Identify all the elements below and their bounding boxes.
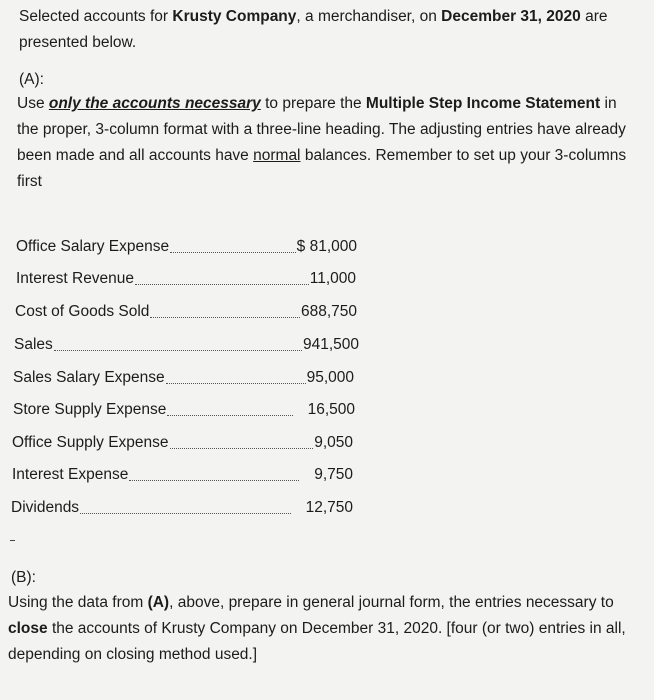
- account-amount: 9,050: [314, 434, 353, 451]
- stray-mark: [10, 540, 15, 541]
- account-amount: 941,500: [302, 336, 359, 353]
- account-name: Store Supply Expense: [13, 401, 167, 418]
- account-row: [13, 394, 355, 426]
- part-a-reference: (A): [147, 594, 170, 611]
- leader-dots: [135, 284, 309, 285]
- leader-dots: [170, 252, 296, 253]
- part-b-instructions: [8, 590, 643, 668]
- part-a-emphasis: only the accounts necessary: [48, 95, 261, 112]
- account-row: [14, 329, 359, 361]
- account-amount: 12,750: [305, 499, 353, 516]
- account-amount: 9,750: [314, 466, 353, 483]
- intro-paragraph: [19, 4, 634, 56]
- part-a-label: (A):: [19, 71, 44, 88]
- account-name: Interest Expense: [12, 466, 129, 483]
- leader-dots: [167, 415, 292, 416]
- account-amount: 16,500: [307, 401, 355, 418]
- leader-dots: [166, 383, 306, 384]
- leader-dots: [54, 350, 302, 351]
- part-a-text-3: in the proper, 3-column format with a three-line heading. The adjusting entries have already been made and all accounts have: [17, 95, 626, 164]
- account-name: Office Salary Expense: [16, 238, 170, 255]
- account-row: [16, 231, 357, 263]
- intro-text-1: Selected accounts for: [19, 8, 173, 25]
- account-name: Sales: [14, 336, 53, 353]
- normal-underlined: normal: [253, 147, 301, 164]
- leader-dots: [129, 480, 299, 481]
- account-row: [12, 427, 353, 459]
- statement-date: December 31, 2020: [441, 8, 581, 25]
- part-a-instructions: [17, 91, 642, 195]
- account-row: [11, 492, 353, 524]
- part-b-text-3: the accounts of Krusty Company on December 31, 2020. [four (or two) entries in all, depending on closing method used.]: [8, 620, 626, 663]
- close-keyword: close: [8, 620, 48, 637]
- account-name: Sales Salary Expense: [13, 369, 165, 386]
- account-name: Dividends: [11, 499, 80, 516]
- account-amount: $ 81,000: [296, 238, 357, 255]
- account-name: Interest Revenue: [16, 270, 135, 287]
- part-b-text-1: Using the data from: [8, 594, 148, 611]
- account-row: [12, 459, 353, 491]
- leader-dots: [170, 448, 314, 449]
- leader-dots: [80, 513, 291, 514]
- account-amount: 11,000: [309, 270, 356, 287]
- part-b-label: (B):: [11, 569, 36, 586]
- account-row: [15, 296, 357, 328]
- intro-text-2: , a merchandiser, on: [296, 8, 442, 25]
- account-amount: 688,750: [300, 303, 357, 320]
- account-name: Cost of Goods Sold: [15, 303, 150, 320]
- account-amount: 95,000: [306, 369, 354, 386]
- statement-type: Multiple Step Income Statement: [365, 95, 601, 112]
- account-row: [13, 362, 354, 394]
- account-row: [16, 263, 356, 295]
- company-name: Krusty Company: [172, 8, 297, 25]
- intro-text-3: are presented below.: [19, 8, 608, 51]
- part-a-text-4: balances. Remember to set up your 3-columns first: [17, 147, 627, 190]
- part-a-text-2: to prepare the: [260, 95, 366, 112]
- account-name: Office Supply Expense: [12, 434, 169, 451]
- leader-dots: [150, 317, 300, 318]
- part-b-text-2: , above, prepare in general journal form, the entries necessary to: [169, 594, 614, 611]
- part-a-text-1: Use: [17, 95, 49, 112]
